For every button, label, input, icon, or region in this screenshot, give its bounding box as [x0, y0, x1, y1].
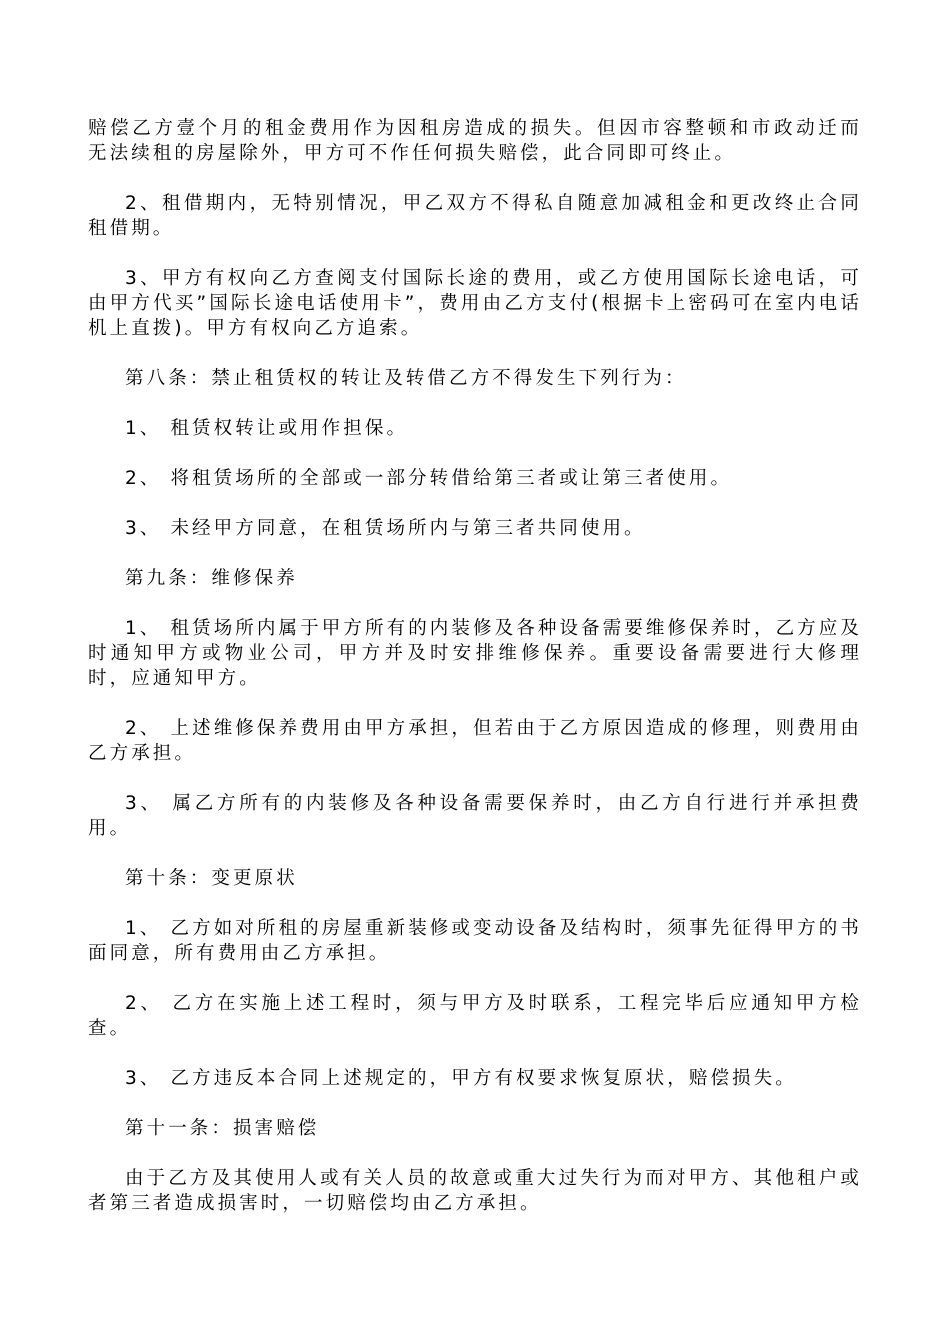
paragraph-clause-2: 2、租借期内，无特别情况，甲乙双方不得私自随意加减租金和更改终止合同租借期。	[88, 193, 862, 239]
article-10-item-1: 1、 乙方如对所租的房屋重新装修或变动设备及结构时，须事先征得甲方的书面同意，所有费用由乙方承担。	[88, 918, 862, 964]
article-9-heading: 第九条：维修保养	[125, 568, 298, 589]
article-9-item-3: 3、 属乙方所有的内装修及各种设备需要保养时，由乙方自行进行并承担费用。	[88, 793, 862, 839]
article-9-item-2: 2、 上述维修保养费用由甲方承担，但若由于乙方原因造成的修理，则费用由乙方承担。	[88, 718, 862, 764]
paragraph-clause-3: 3、甲方有权向乙方查阅支付国际长途的费用，或乙方使用国际长途电话，可由甲方代买”国际长途电话使用卡”，费用由乙方支付(根据卡上密码可在室内电话机上直拨)。甲方有权向乙方追索。	[88, 268, 862, 339]
article-10-heading: 第十条：变更原状	[125, 868, 298, 889]
article-8-item-2: 2、 将租赁场所的全部或一部分转借给第三者或让第三者使用。	[125, 468, 733, 489]
article-11-heading: 第十一条：损害赔偿	[125, 1118, 320, 1139]
document-body	[88, 116, 862, 1241]
article-8-item-1: 1、 租赁权转让或用作担保。	[125, 418, 409, 439]
article-10-item-2: 2、 乙方在实施上述工程时，须与甲方及时联系，工程完毕后应通知甲方检查。	[88, 993, 862, 1039]
article-10-item-3: 3、 乙方违反本合同上述规定的，甲方有权要求恢复原状，赔偿损失。	[125, 1068, 797, 1089]
article-8-item-3: 3、 未经甲方同意，在租赁场所内与第三者共同使用。	[125, 518, 646, 539]
paragraph-continuation: 赔偿乙方壹个月的租金费用作为因租房造成的损失。但因市容整顿和市政动迁而无法续租的房屋除外，甲方可不作任何损失赔偿，此合同即可终止。	[88, 118, 862, 164]
article-8-heading: 第八条：禁止租赁权的转让及转借乙方不得发生下列行为：	[125, 368, 687, 389]
article-11-body: 由于乙方及其使用人或有关人员的故意或重大过失行为而对甲方、其他租户或者第三者造成损害时，一切赔偿均由乙方承担。	[88, 1168, 862, 1214]
article-9-item-1: 1、 租赁场所内属于甲方所有的内装修及各种设备需要维修保养时，乙方应及时通知甲方或物业公司，甲方并及时安排维修保养。重要设备需要进行大修理时，应通知甲方。	[88, 618, 862, 689]
